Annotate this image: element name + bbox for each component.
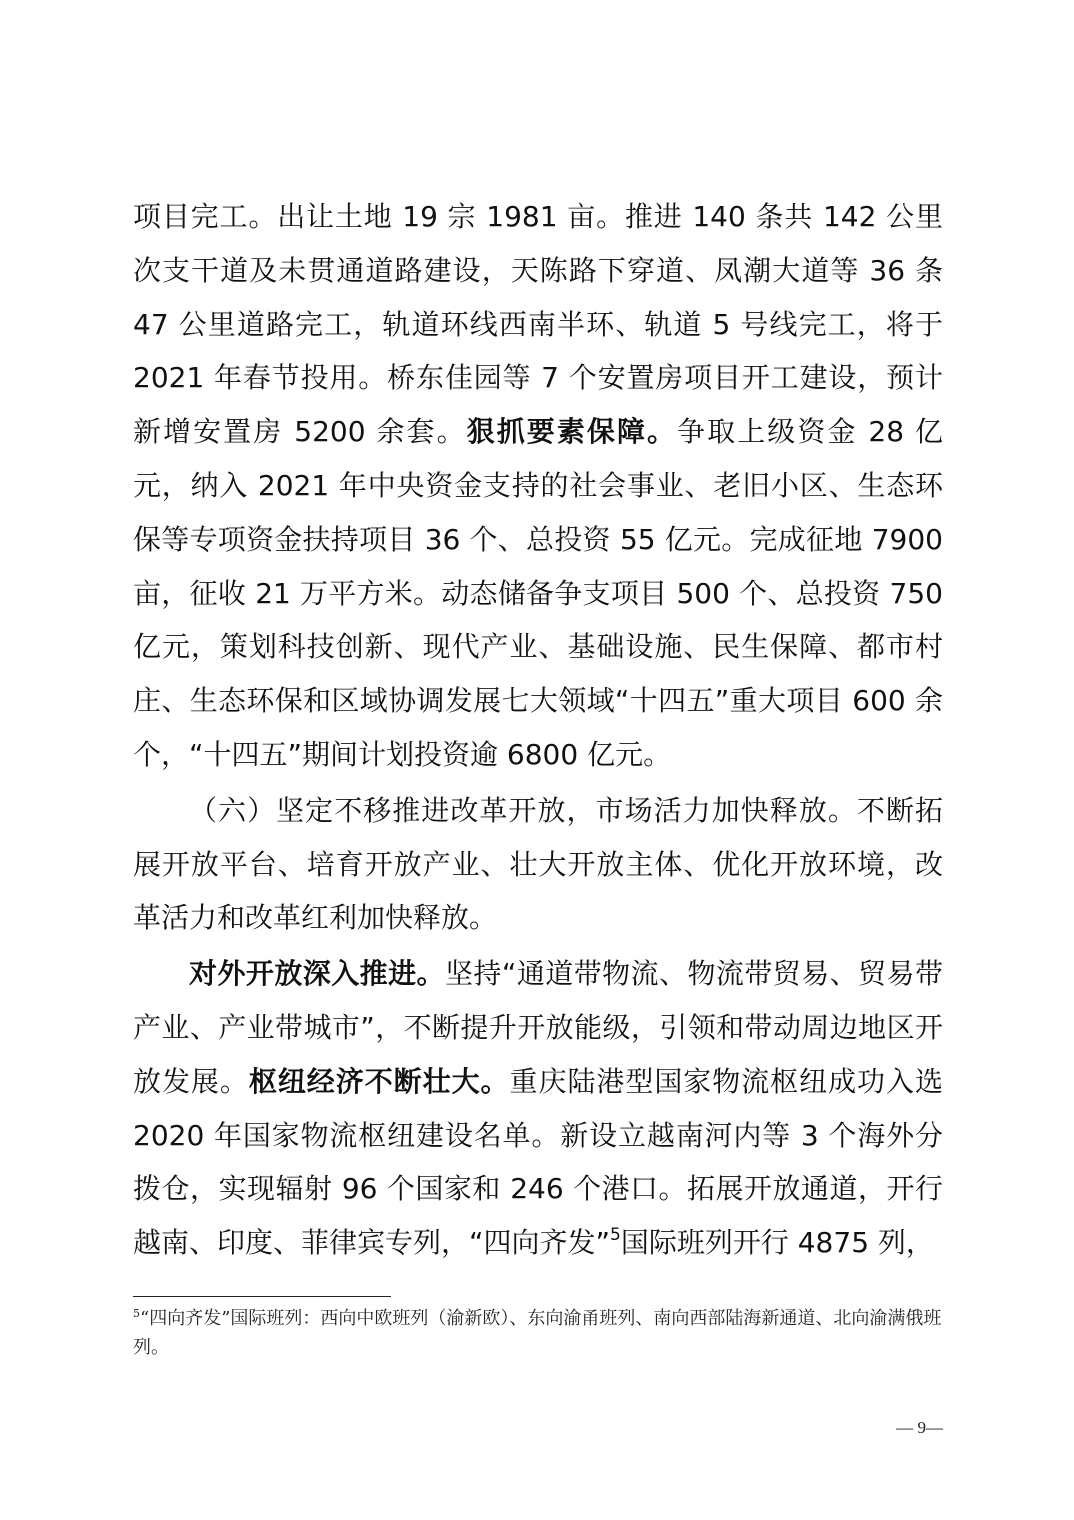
section-heading: （六）坚定不移推进改革开放，市场活力加快释放。 [189,793,857,827]
footnote [133,1304,943,1362]
bold-heading-factor-guarantee: 狠抓要素保障。 [466,415,678,449]
page-number: — 9— [896,1418,943,1437]
paragraph-project-progress [133,190,943,782]
paragraph-text: 国际班列开行 4875 列， [620,1226,934,1260]
paragraph-text: 不断拓展开放平台、培育开放产业、壮大开放主体、优化开放环境，改革活力和改革红利加快释放。 [133,793,943,935]
bold-heading-hub-economy: 枢纽经济不断壮大。 [248,1064,510,1098]
paragraph-text: 争取上级资金 28 亿元，纳入 2021 年中央资金支持的社会事业、老旧小区、生态环保等专项资金扶持项目 36 个、总投资 55 亿元。完成征地 7900 亩，征收 21 万平方米。动态储备争支项目 500 个、总投资 750 亿元，策划科技创新、现代产业、基础设施、民生保障、都市村庄、生态环保和区域协调发展七大领域“十四五”重大项目 600 余个，“十四五”期间计划投资逾 6800 亿元。 [133,415,943,771]
paragraph-text: 项目完工。出让土地 19 宗 1981 亩。推进 140 条共 142 公里次支干道及未贯通道路建设，天陈路下穿道、凤潮大道等 36 条 47 公里道路完工，轨道环线西南半环、轨道 5 号线完工，将于 2021 年春节投用。桥东佳园等 7 个安置房项目开工建设，预计新增安置房 5200 余套。 [133,200,943,449]
footnote-text: “四向齐发”国际班列：西向中欧班列（渝新欧）、东向渝甬班列、南向西部陆海新通道、北向渝满俄班列。 [133,1308,942,1358]
paragraph-text: 重庆陆港型国家物流枢纽成功入选 2020 年国家物流枢纽建设名单。新设立越南河内等 3 个海外分拨仓，实现辐射 96 个国家和 246 个港口。拓展开放通道，开行越南、印度、菲律宾专列，“四向齐发” [133,1064,943,1260]
bold-heading-opening-up: 对外开放深入推进。 [189,957,445,991]
body-text [133,190,943,1270]
paragraph-opening-up [133,947,943,1270]
paragraph-reform-opening [133,784,943,945]
paragraph-text: 坚持“通道带物流、物流带贸易、贸易带产业、产业带城市”，不断提升开放能级，引领和带动周边地区开放发展。 [133,957,943,1098]
footnote-separator [133,1296,391,1297]
footnote-marker: 5 [133,1307,140,1320]
footnote-reference[interactable]: 5 [610,1225,621,1246]
